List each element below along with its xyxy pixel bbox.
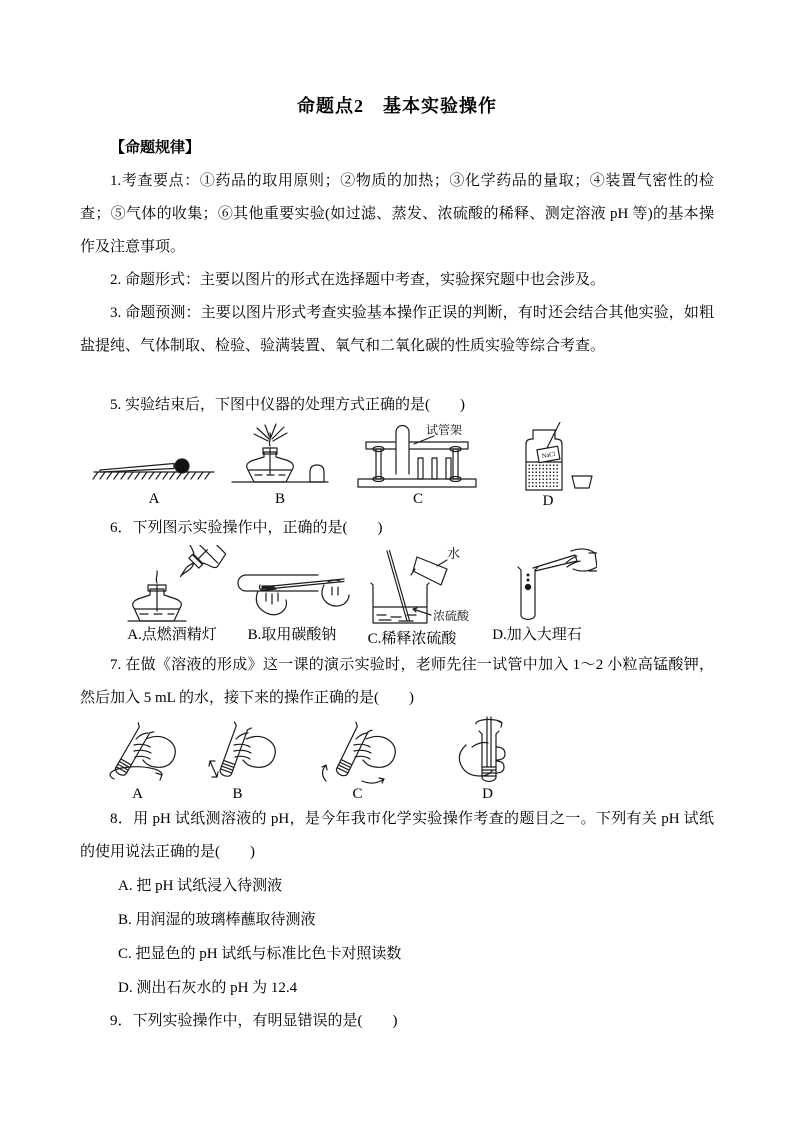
intro-paragraph-3: 3. 命题预测：主要以图片形式考查实验基本操作正误的判断，有时还会结合其他实验，如粗盐提纯、气体制取、检验、验满装置、氧气和二氧化碳的性质实验等综合考查。 xyxy=(80,305,714,354)
figure-blow-out-lamp xyxy=(230,422,330,508)
figure-label: C xyxy=(352,786,363,802)
alcohol-lamp-blown-out-figure xyxy=(230,422,330,490)
figure-wave-tube xyxy=(310,715,405,803)
figure-dropper-on-table xyxy=(88,422,220,508)
pour-water-into-acid-figure xyxy=(349,545,475,629)
rack-annotation: 试管架 xyxy=(426,423,463,437)
reagent-bottle-with-spoon-figure xyxy=(500,422,596,492)
figure-label: A xyxy=(132,786,143,802)
intro-paragraph-1: 1.考查要点：①药品的取用原则；②物质的加热；③化学药品的量取；④装置气密性的检查；⑤气体的收集；⑥其他重要实验(如过滤、蒸发、浓硫酸的稀释、测定溶液 pH 等)的基本操作及注意事项。 xyxy=(80,173,714,255)
figure-label: B xyxy=(232,786,243,802)
shake-test-tube-figure xyxy=(190,715,285,785)
question-9-text: 9．下列实验操作中，有明显错误的是( ) xyxy=(110,1013,398,1029)
question-6-text: 6．下列图示实验操作中，正确的是( ) xyxy=(110,520,383,536)
bottle-label-text: NaCl xyxy=(541,450,556,461)
figure-stir-tube xyxy=(440,715,535,803)
figure-take-sodium-carbonate xyxy=(232,545,352,645)
powder-into-test-tube-figure xyxy=(232,545,352,625)
figure-open-reagent-bottle xyxy=(500,422,596,510)
figure-shake-tube xyxy=(190,715,285,803)
question-8-options xyxy=(118,869,714,1005)
question-5-figures xyxy=(80,422,714,512)
figure-dilute-acid xyxy=(349,545,475,649)
water-annotation: 水 xyxy=(447,546,461,561)
figure-caption: D.加入大理石 xyxy=(492,627,582,643)
wave-test-tube-figure xyxy=(310,715,405,785)
figure-label: D xyxy=(482,786,493,802)
test-tube-rack-figure xyxy=(352,422,484,490)
figure-swirl-tube xyxy=(90,715,185,803)
figure-label: B xyxy=(274,491,285,507)
tweezers-marble-test-tube-figure xyxy=(477,545,597,625)
intro-paragraph-2: 2. 命题形式：主要以图片的形式在选择题中考查，实验探究题中也会涉及。 xyxy=(110,272,606,288)
figure-caption: B.取用碳酸钠 xyxy=(247,627,337,643)
figure-label: D xyxy=(542,493,554,509)
figure-label: C xyxy=(412,491,423,507)
figure-label: A xyxy=(148,491,160,507)
question-8-option-d: D. 测出石灰水的 pH 为 12.4 xyxy=(118,980,298,996)
question-7-text: 7. 在做《溶液的形成》这一课的演示实验时，老师先往一试管中加入 1～2 小粒高锰酸钾，然后加入 5 mL 的水，接下来的操作正确的是( ) xyxy=(80,657,714,706)
swirl-test-tube-figure xyxy=(90,715,185,785)
question-8-option-b: B. 用润湿的玻璃棒蘸取待测液 xyxy=(118,912,316,928)
figure-caption: A.点燃酒精灯 xyxy=(127,627,217,643)
page-title: 命题点2 基本实验操作 xyxy=(297,96,497,116)
stir-with-rod-test-tube-figure xyxy=(440,715,535,785)
figure-add-marble xyxy=(477,545,597,645)
section-heading: 【命题规律】 xyxy=(110,140,201,156)
question-8-option-a: A. 把 pH 试纸浸入待测液 xyxy=(118,878,283,894)
question-6-figures xyxy=(80,545,714,649)
question-8-option-c: C. 把显色的 pH 试纸与标准比色卡对照读数 xyxy=(118,946,402,962)
dropper-on-table-figure xyxy=(88,422,220,490)
question-8-text: 8．用 pH 试纸测溶液的 pH，是今年我市化学实验操作考查的题目之一。下列有关 pH 试纸的使用说法正确的是( ) xyxy=(80,811,714,860)
figure-light-lamp-with-lamp xyxy=(112,545,232,645)
figure-caption: C.稀释浓硫酸 xyxy=(367,631,457,647)
question-5-text: 5. 实验结束后，下图中仪器的处理方式正确的是( ) xyxy=(110,397,465,413)
question-7-figures xyxy=(80,715,714,803)
acid-annotation: 浓硫酸 xyxy=(433,609,470,623)
figure-test-tube-rack xyxy=(352,422,484,508)
lighting-alcohol-lamp-figure xyxy=(112,545,232,625)
